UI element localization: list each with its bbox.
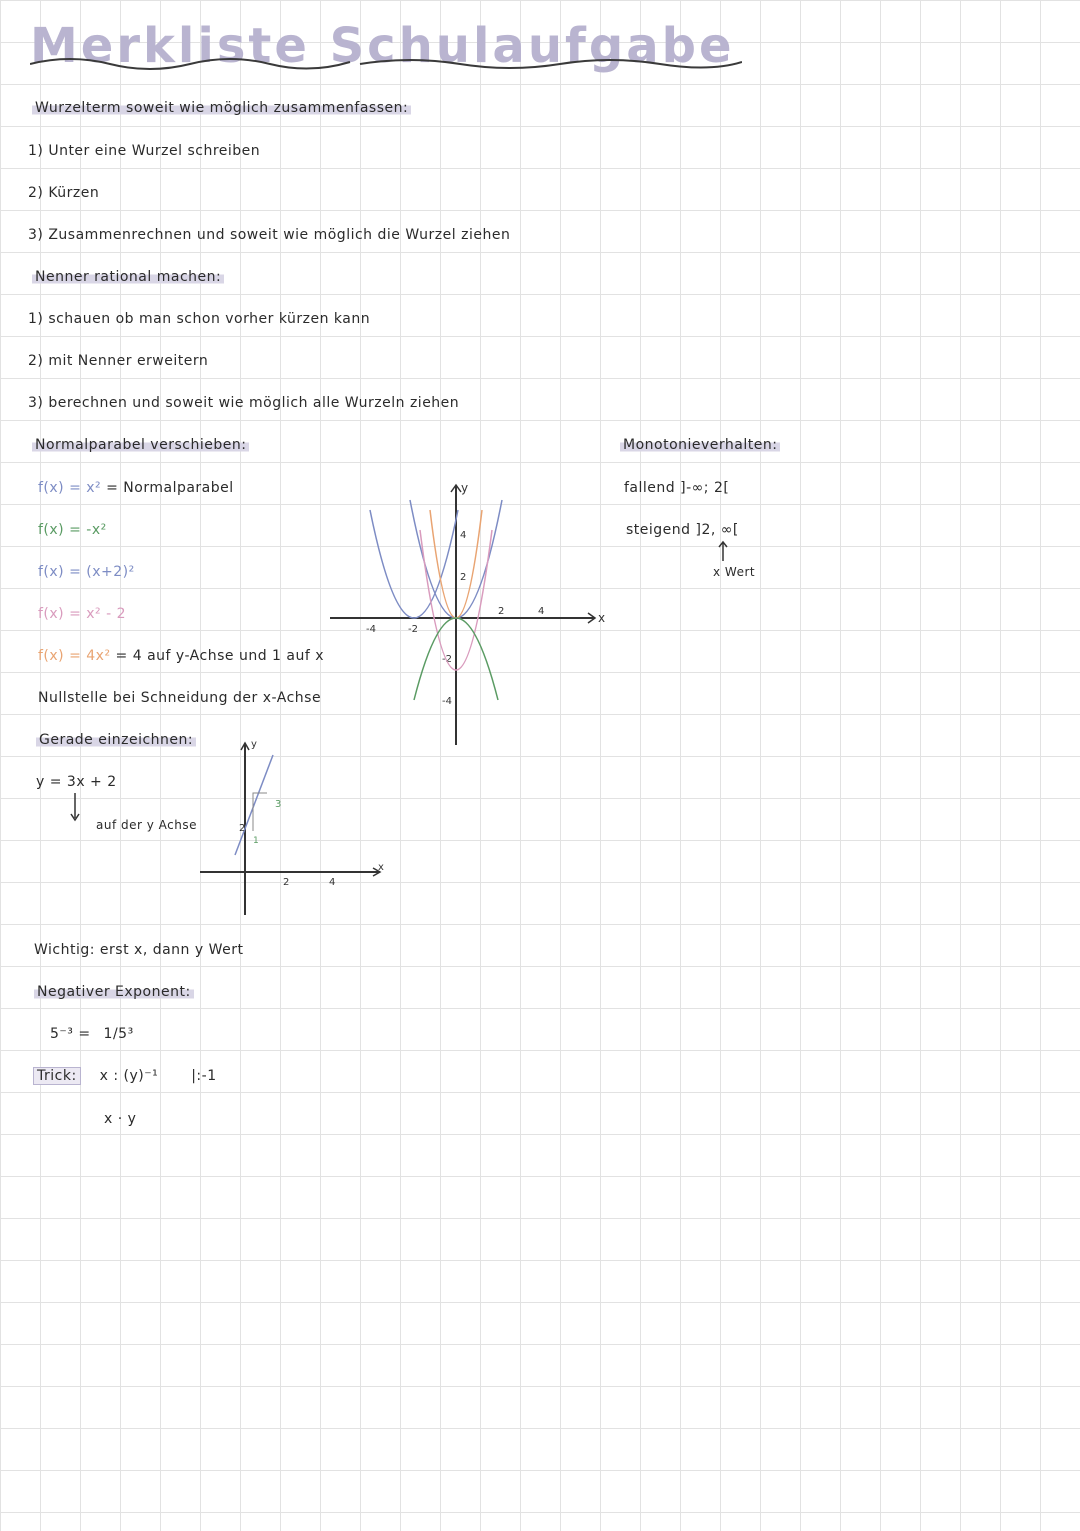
monotonie-fallend: fallend ]-∞; 2[ bbox=[624, 480, 730, 496]
gerade-formula: y = 3x + 2 bbox=[36, 774, 117, 790]
x-tick: 4 bbox=[538, 606, 545, 617]
x-tick: 4 bbox=[329, 877, 336, 888]
nenner-step-3: 3) berechnen und soweit wie möglich alle Wurzeln ziehen bbox=[28, 395, 460, 411]
intercept-label: 2 bbox=[239, 823, 246, 834]
monotonie-xwert: x Wert bbox=[713, 565, 756, 579]
parabel-item-5 bbox=[38, 648, 324, 664]
exponent-example bbox=[50, 1026, 134, 1042]
trick-result: x · y bbox=[104, 1111, 137, 1127]
x-tick: 2 bbox=[283, 877, 290, 888]
trick-row bbox=[33, 1068, 217, 1084]
exponent-lhs: 5⁻³ = bbox=[50, 1026, 91, 1042]
y-axis-label: y bbox=[461, 481, 469, 495]
page-title: Merkliste Schulaufgabe bbox=[30, 18, 735, 74]
y-tick: 2 bbox=[460, 572, 467, 583]
curve-shifted-parabola bbox=[370, 510, 458, 618]
nenner-heading: Nenner rational machen: bbox=[32, 269, 224, 285]
parabel-formula: f(x) = 4x² bbox=[38, 648, 111, 664]
parabel-note: = Normalparabel bbox=[106, 480, 234, 496]
nullstelle-text: Nullstelle bei Schneidung der x-Achse bbox=[38, 690, 322, 706]
trick-op: |:-1 bbox=[191, 1068, 217, 1084]
slope-triangle bbox=[253, 793, 267, 831]
x-tick: -2 bbox=[408, 624, 418, 635]
nenner-step-2: 2) mit Nenner erweitern bbox=[28, 353, 209, 369]
x-tick: 2 bbox=[498, 606, 505, 617]
y-tick: -2 bbox=[442, 654, 452, 665]
monotonie-steigend: steigend ]2, ∞[ bbox=[626, 522, 739, 538]
trick-expr: x : (y)⁻¹ bbox=[99, 1068, 159, 1084]
wurzel-heading: Wurzelterm soweit wie möglich zusammenfassen: bbox=[32, 100, 411, 116]
parabel-item-2: f(x) = -x² bbox=[38, 522, 107, 538]
parabel-formula: f(x) = x² bbox=[38, 480, 102, 496]
gerade-note: auf der y Achse bbox=[96, 818, 197, 832]
x-axis-label: x bbox=[598, 611, 606, 625]
gerade-graph bbox=[195, 735, 395, 920]
parabel-graph bbox=[330, 470, 610, 760]
trick-label: Trick: bbox=[33, 1067, 81, 1085]
parabel-heading: Normalparabel verschieben: bbox=[32, 437, 249, 453]
slope-label: 1 bbox=[253, 836, 259, 846]
arrow-up-icon bbox=[716, 540, 730, 562]
wurzel-step-2: 2) Kürzen bbox=[28, 185, 100, 201]
title-scribble bbox=[30, 52, 742, 72]
wurzel-step-1: 1) Unter eine Wurzel schreiben bbox=[28, 143, 261, 159]
parabel-item-4: f(x) = x² - 2 bbox=[38, 606, 127, 622]
slope-label: 3 bbox=[275, 799, 282, 810]
y-axis-label: y bbox=[251, 739, 257, 750]
y-tick: -4 bbox=[442, 696, 452, 707]
arrow-down-icon bbox=[68, 792, 82, 822]
parabel-item-1 bbox=[38, 480, 234, 496]
y-tick: 4 bbox=[460, 530, 467, 541]
gerade-heading: Gerade einzeichnen: bbox=[36, 732, 196, 748]
wurzel-step-3: 3) Zusammenrechnen und soweit wie möglich die Wurzel ziehen bbox=[28, 227, 511, 243]
parabel-note: = 4 auf y-Achse und 1 auf x bbox=[115, 648, 324, 664]
wichtig-text: Wichtig: erst x, dann y Wert bbox=[34, 942, 244, 958]
exponent-heading: Negativer Exponent: bbox=[34, 984, 194, 1000]
exponent-rhs: 1/5³ bbox=[103, 1026, 134, 1042]
x-axis-label: x bbox=[378, 862, 384, 873]
monotonie-heading: Monotonieverhalten: bbox=[620, 437, 780, 453]
x-tick: -4 bbox=[366, 624, 376, 635]
nenner-step-1: 1) schauen ob man schon vorher kürzen kann bbox=[28, 311, 371, 327]
parabel-item-3: f(x) = (x+2)² bbox=[38, 564, 135, 580]
